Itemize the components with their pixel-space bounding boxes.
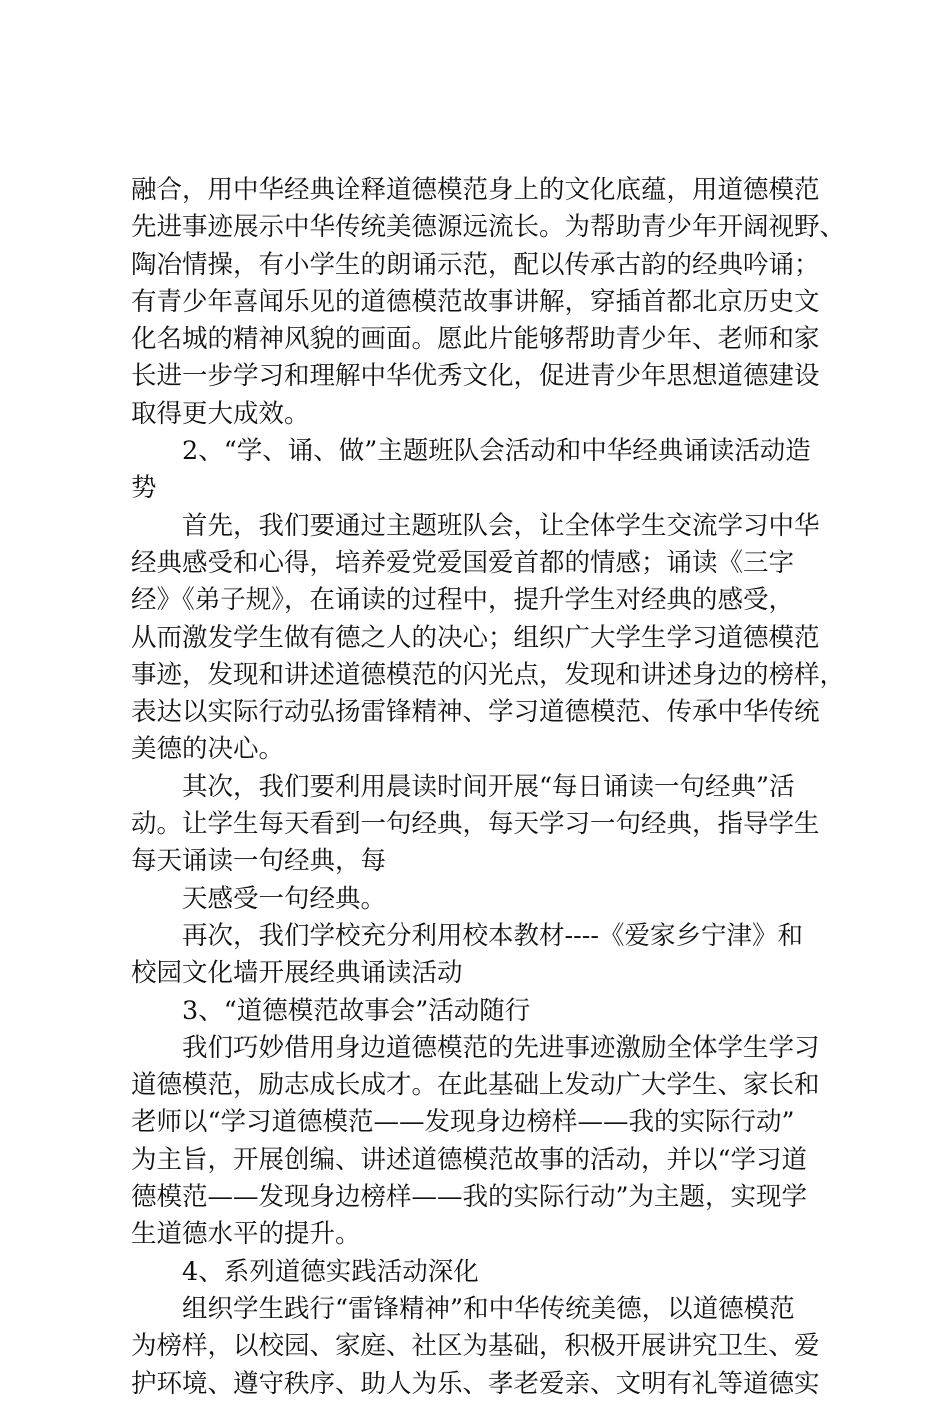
text-line: 势 [131,473,157,504]
text-line: 动。让学生每天看到一句经典，每天学习一句经典，指导学生 [131,809,820,840]
text-line: 天感受一句经典。 [182,883,387,914]
text-line: 为主旨，开展创编、讲述道德模范故事的活动，并以“学习道 [131,1144,808,1175]
text-line: 我们巧妙借用身边道德模范的先进事迹激励全体学生学习 [182,1032,820,1063]
text-line: 先进事迹展示中华传统美德源远流长。为帮助青少年开阔视野、 [131,212,846,243]
text-line: 校园文化墙开展经典诵读活动 [131,958,463,989]
text-line: 有青少年喜闻乐见的道德模范故事讲解，穿插首都北京历史文 [131,286,820,317]
text-line: 德模范——发现身边榜样——我的实际行动”为主题，实现学 [131,1182,808,1213]
text-line: 陶冶情操，有小学生的朗诵示范，配以传承古韵的经典吟诵； [131,249,820,280]
text-line: 化名城的精神风貌的画面。愿此片能够帮助青少年、老师和家 [131,324,820,355]
text-line: 其次，我们要利用晨读时间开展“每日诵读一句经典”活 [182,771,795,802]
text-line: 组织学生践行“雷锋精神”和中华传统美德，以道德模范 [182,1293,795,1324]
text-line: 道德模范，励志成长成才。在此基础上发动广大学生、家长和 [131,1070,820,1101]
text-line: 老师以“学习道德模范——发现身边榜样——我的实际行动” [131,1107,795,1138]
text-line: 经》《弟子规》，在诵读的过程中，提升学生对经典的感受， [131,585,795,616]
text-line: 长进一步学习和理解中华优秀文化，促进青少年思想道德建设 [131,361,820,392]
text-line: 从而激发学生做有德之人的决心；组织广大学生学习道德模范 [131,622,820,653]
text-line: 融合，用中华经典诠释道德模范身上的文化底蕴，用道德模范 [131,175,820,205]
text-line: 取得更大成效。 [131,398,310,429]
text-line: 生道德水平的提升。 [131,1219,361,1250]
text-line: 事迹，发现和讲述道德模范的闪光点，发现和讲述身边的榜样， [131,659,846,690]
text-line: 2、“学、诵、做”主题班队会活动和中华经典诵读活动造 [182,436,811,467]
text-line: 经典感受和心得，培养爱党爱国爱首都的情感；诵读《三字 [131,547,795,578]
text-line: 首先，我们要通过主题班队会，让全体学生交流学习中华 [182,510,820,541]
text-line: 为榜样，以校园、家庭、社区为基础，积极开展讲究卫生、爱 [131,1331,820,1362]
text-line: 再次，我们学校充分利用校本教材----《爱家乡宁津》和 [182,920,803,951]
text-line: 表达以实际行动弘扬雷锋精神、学习道德模范、传承中华传统 [131,697,820,728]
text-line: 美德的决心。 [131,734,285,765]
text-line: 4、系列道德实践活动深化 [182,1256,479,1287]
text-line: 护环境、遵守秩序、助人为乐、孝老爱亲、文明有礼等道德实 [131,1368,820,1399]
document-body [131,172,846,1403]
text-line: 每天诵读一句经典，每 [131,846,387,877]
text-line: 3、“道德模范故事会”活动随行 [182,995,531,1026]
